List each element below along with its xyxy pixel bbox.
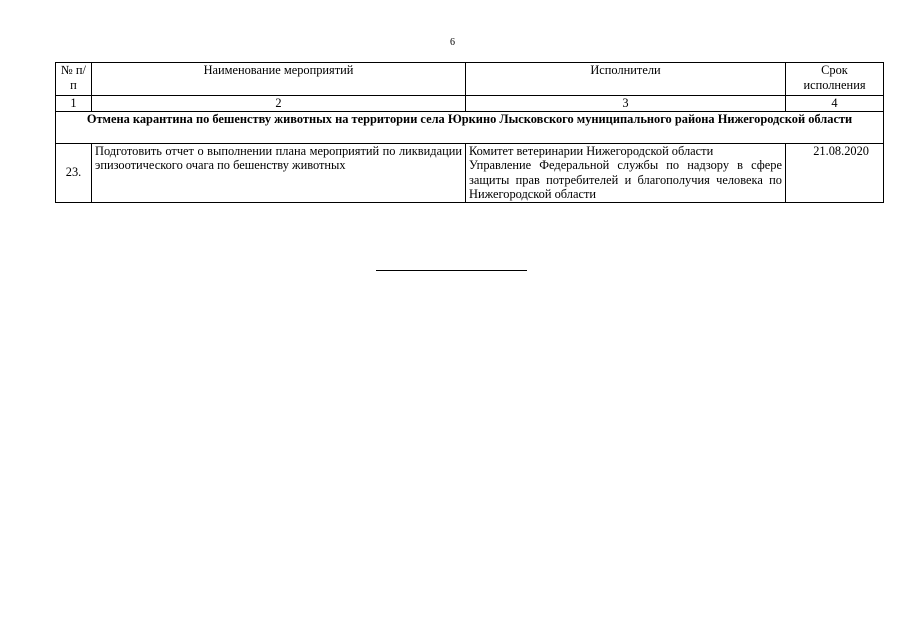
column-index-3: 3 (466, 96, 786, 112)
row-num: 23. (56, 143, 92, 202)
plan-table (55, 62, 884, 203)
executor-1: Комитет ветеринарии Нижегородской области (469, 143, 714, 158)
section-title: Отмена карантина по бешенству животных на территории села Юркино Лысковского муниципального района Нижегородской области (56, 111, 884, 143)
row-name: Подготовить отчет о выполнении плана мероприятий по ликвидации эпизоотического очага по бешенству животных (92, 143, 466, 202)
header-num: № п/п (56, 63, 92, 96)
page-number: 6 (450, 37, 455, 48)
section-row (56, 111, 884, 143)
column-index-1: 1 (56, 96, 92, 112)
table-row (56, 143, 884, 202)
header-row (56, 63, 884, 96)
column-index-2: 2 (92, 96, 466, 112)
column-index-4: 4 (786, 96, 884, 112)
header-deadline: Срок исполнения (786, 63, 884, 96)
executor-2: Управление Федеральной службы по надзору в сфере защиты прав потребителей и благополучия человека по Нижегородской области (469, 158, 782, 202)
header-name: Наименование мероприятий (92, 63, 466, 96)
end-rule (376, 270, 527, 271)
header-executors: Исполнители (466, 63, 786, 96)
column-index-row (56, 96, 884, 112)
row-executors (466, 143, 786, 202)
row-deadline: 21.08.2020 (786, 143, 884, 202)
